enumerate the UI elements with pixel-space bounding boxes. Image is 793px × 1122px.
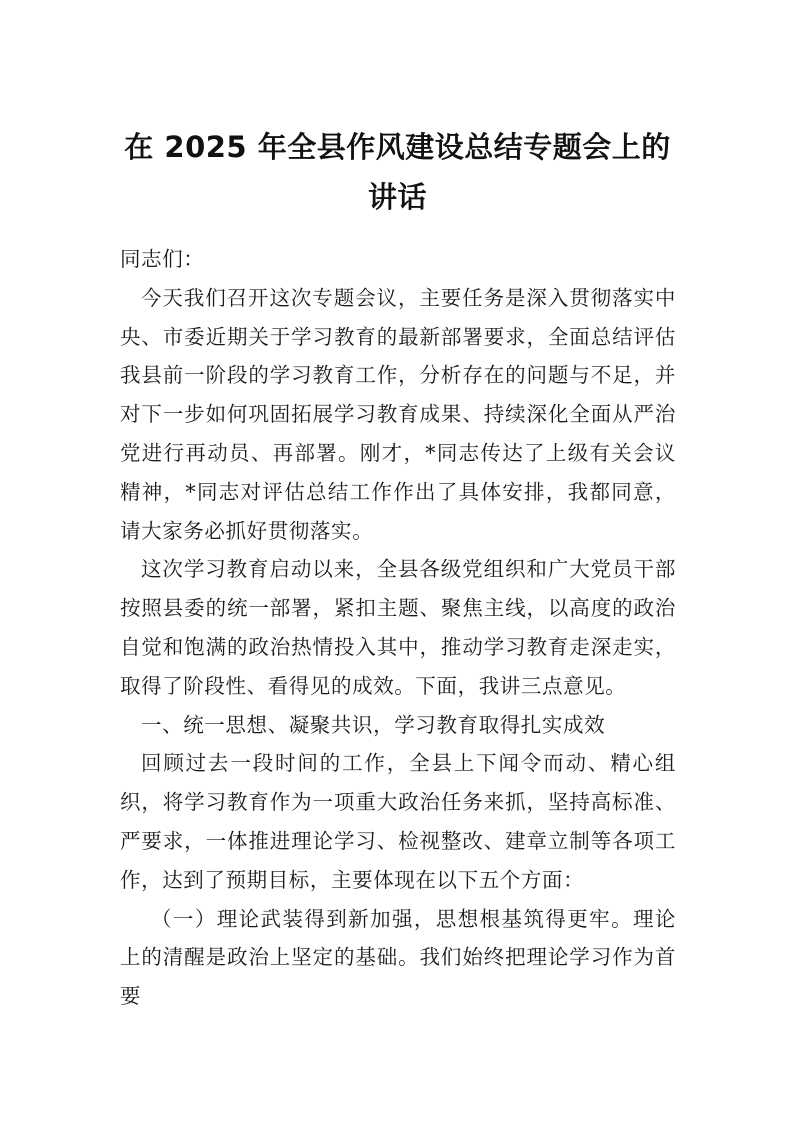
salutation: 同志们： [120,247,205,271]
document-body [120,240,676,1016]
subsection-paragraph: （一）理论武装得到新加强，思想根基筑得更牢。理论上的清醒是政治上坚定的基础。我们始终把理论学习作为首要 [120,906,676,1009]
document-title: 在 2025 年全县作风建设总结专题会上的讲话 [124,130,671,214]
body-paragraph: 回顾过去一段时间的工作，全县上下闻令而动、精心组织，将学习教育作为一项重大政治任务来抓，坚持高标准、严要求，一体推进理论学习、检视整改、建章立制等各项工作，达到了预期目标，主要体现在以下五个方面： [120,751,676,892]
section-heading: 一、统一思想、凝聚共识，学习教育取得扎实成效 [141,712,606,737]
body-paragraph: 这次学习教育启动以来，全县各级党组织和广大党员干部按照县委的统一部署，紧扣主题、聚焦主线，以高度的政治自觉和饱满的政治热情投入其中，推动学习教育走深走实，取得了阶段性、看得见的成效。下面，我讲三点意见。 [120,557,676,698]
body-paragraph: 今天我们召开这次专题会议，主要任务是深入贯彻落实中央、市委近期关于学习教育的最新部署要求，全面总结评估我县前一阶段的学习教育工作，分析存在的问题与不足，并对下一步如何巩固拓展学习教育成果、持续深化全面从严治党进行再动员、再部署。刚才，*同志传达了上级有关会议精神，*同志对评估总结工作作出了具体安排，我都同意，请大家务必抓好贯彻落实。 [120,285,676,543]
